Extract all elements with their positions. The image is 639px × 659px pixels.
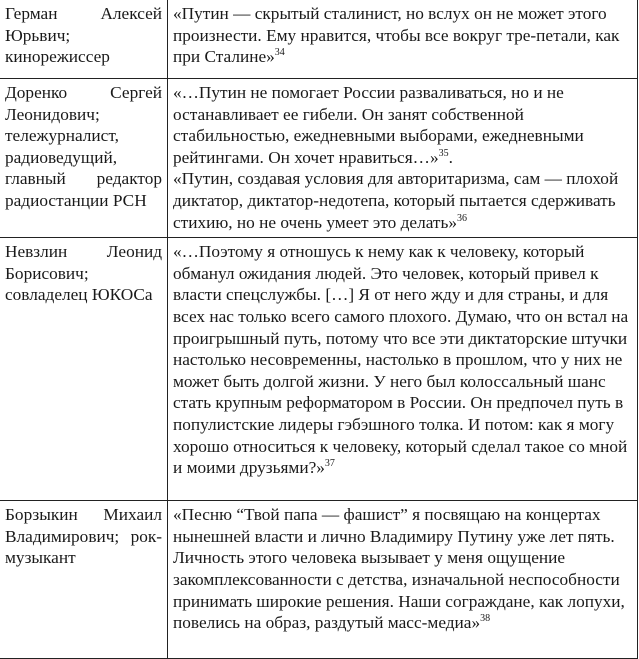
quote-cell (168, 79, 638, 238)
quote-text: «Путин, создавая условия для авторитаризма, сам — плохой диктатор, диктатор-недотепа, который пытается сдерживать стихию, но не очень умеет это делать» (173, 169, 619, 232)
footnote-ref: 35 (438, 148, 449, 160)
quote (173, 241, 633, 479)
quote-tail: . (448, 147, 453, 167)
quote-cell (168, 501, 638, 659)
footnote-ref: 36 (457, 212, 468, 224)
quote-text: «Путин — скрытый сталинист, но вслух он не может этого произнести. Ему нравится, чтобы все вокруг тре-петали, как при Сталине» (173, 4, 620, 67)
quote-text: «Песню “Твой папа — фашист” я посвящаю на концертах нынешней власти и лично Владимиру Путину уже лет пять. Личность этого человека вызывает у меня ощущение закомплексованности с детства, изначальной неспособности принимать широкие решения. Наши сограждане, как лопухи, повелись на образ, раздутый масс-медиа» (173, 505, 625, 633)
quote (173, 168, 633, 233)
table-row (0, 0, 638, 79)
quote-cell (168, 0, 638, 79)
person-cell: Герман Алексей Юрьвич; кинорежиссер (0, 0, 168, 79)
quote (173, 82, 633, 168)
footnote-ref: 34 (274, 47, 285, 59)
table-row (0, 238, 638, 501)
person-cell: Невзлин Леонид Борисович; совладелец ЮКОСа (0, 238, 168, 501)
quote-text: «…Путин не помогает России разваливаться, но и не останавливает ее гибели. Он занят собственной стабильностью, ежедневными выборами, ежедневными рейтингами. Он хочет нравиться…» (173, 83, 584, 167)
person-cell: Доренко Сергей Леонидович; тележурналист, радиоведущий, главный редактор радиостанции РСН (0, 79, 168, 238)
footnote-ref: 37 (324, 458, 335, 470)
quote-text: «…Поэтому я отношусь к нему как к человеку, который обманул ожидания людей. Это человек, который привел к власти спецслужбы. […] Я от него жду и для страны, и для всех нас только всего самого плохого. Думаю, что он встал на проигрышный путь, потому что все эти диктаторские штучки настолько несовременны, настолько в прошлом, что у них не может быть долгой жизни. У него был колоссальный шанс стать крупным реформатором в России. Он предпочел путь в популистские лидеры гэбэшного толка. И потом: как я могу хорошо относиться к человеку, который сделал такое со мной и моими друзьями?» (173, 242, 629, 478)
quote (173, 3, 633, 68)
footnote-ref: 38 (480, 613, 491, 625)
person-cell: Борзыкин Михаил Владимирович; рок-музыкант (0, 501, 168, 659)
quote-cell (168, 238, 638, 501)
table-row (0, 501, 638, 659)
table-row (0, 79, 638, 238)
quote (173, 504, 633, 634)
